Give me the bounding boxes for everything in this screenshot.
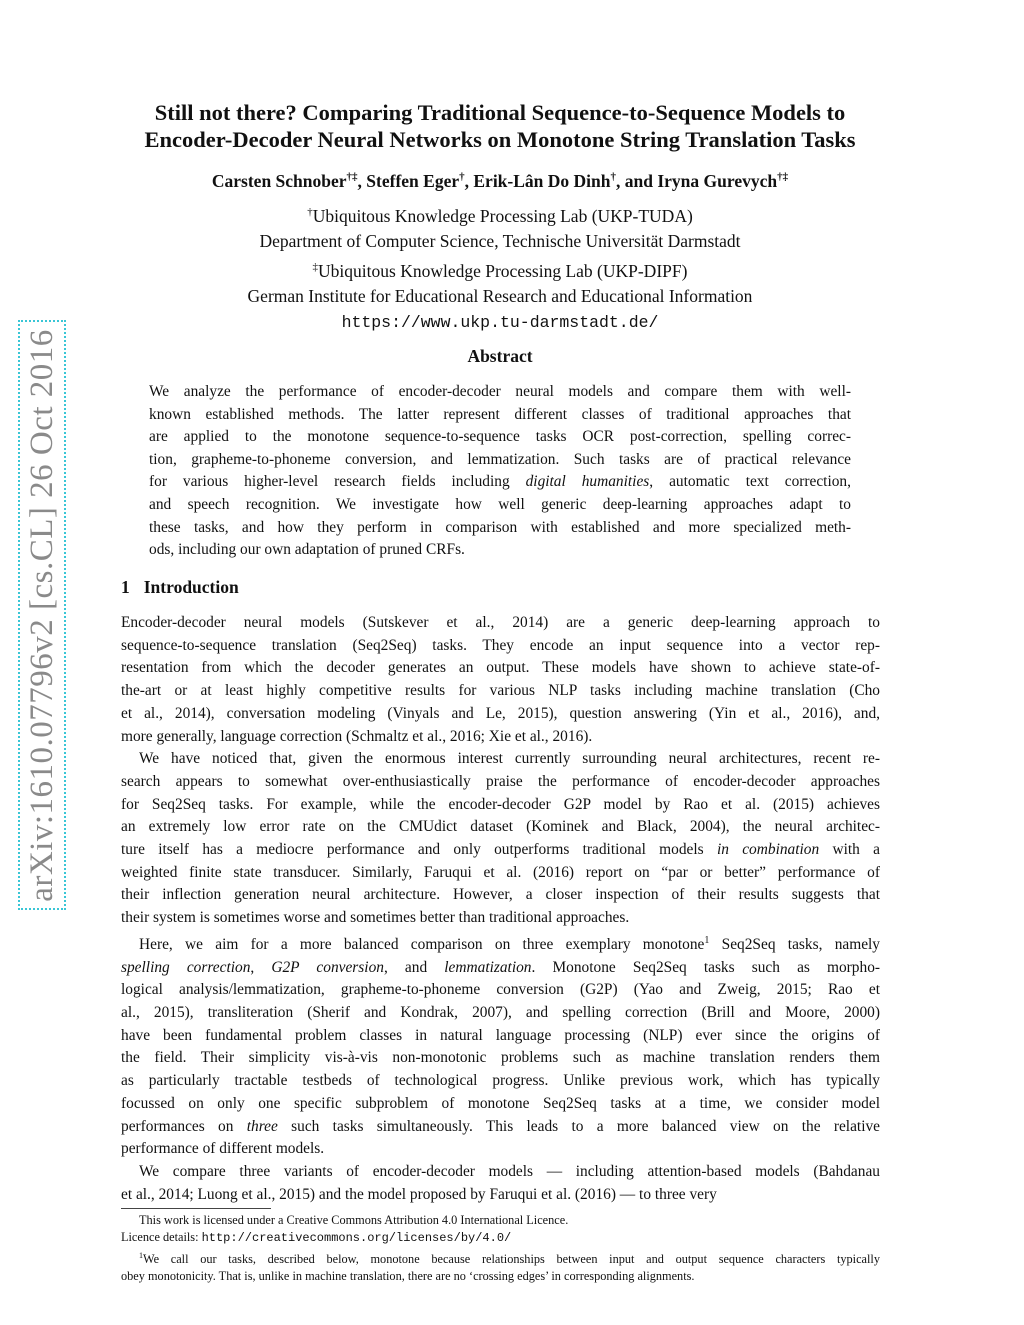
text-segment: ture itself has a mediocre performance and only outperforms traditional models [121, 841, 717, 859]
paragraph-line [121, 957, 880, 980]
paragraph-line [121, 726, 880, 749]
text-segment: We compare three variants of encoder-decoder models — including attention-based models (Bahdanau [139, 1163, 880, 1180]
paragraph-line [121, 635, 880, 658]
paragraph-line [121, 884, 880, 907]
text-segment: Encoder-decoder neural models (Sutskever et al., 2014) are a generic deep-learning approach to [121, 614, 880, 631]
author-marks: †‡ [777, 171, 789, 183]
abstract-line [149, 426, 851, 449]
license-footnote: This work is licensed under a Creative Commons Attribution 4.0 International Licence. [139, 1213, 569, 1227]
paragraph-line [121, 1047, 880, 1070]
text-segment: ods, including our own adaptation of pruned CRFs. [149, 541, 465, 559]
text-segment: sequence-to-sequence translation (Seq2Seq) tasks. They encode an input sequence into a vector rep- [121, 636, 880, 654]
text-segment: weighted finite state transducer. Similarly, Faruqui et al. (2016) report on “par or better” performance of [121, 863, 880, 881]
text-segment: are applied to the monotone sequence-to-sequence tasks OCR post-correction, spelling correc- [149, 428, 851, 446]
paragraph-line [121, 930, 880, 957]
paragraph-line [121, 1138, 880, 1161]
abstract-heading: Abstract [467, 346, 533, 366]
text-segment: and speech recognition. We investigate how well generic deep-learning approaches adapt to [149, 495, 851, 513]
text-segment: their inflection generation neural architecture. However, a closer inspection of their results suggests that [121, 886, 880, 904]
footnotes [121, 1212, 880, 1285]
section-title: Introduction [143, 577, 239, 597]
text-segment: , [250, 958, 272, 976]
author-list [100, 165, 900, 193]
text-segment: known established methods. The latter represent different classes of traditional approaches that [149, 405, 851, 423]
affiliations [100, 200, 900, 335]
footnote-1-line-2: obey monotonicity. That is, unlike in machine translation, there are no ‘crossing edges’ in corresponding alignments. [121, 1269, 695, 1284]
text-segment: resentation from which the decoder generates an output. These models have shown to achieve state-of- [121, 659, 880, 677]
text-segment: tion, grapheme-to-phoneme conversion, and lemmatization. Such tasks are of practical relevance [149, 450, 851, 468]
author-name: Steffen Eger [366, 170, 460, 191]
paragraph-line [121, 1093, 880, 1116]
section-heading [121, 577, 239, 598]
text-segment: with a [819, 841, 880, 859]
affiliation-lab-name: Ubiquitous Knowledge Processing Lab (UKP-DIPF) [318, 260, 688, 281]
text-segment: Seq2Seq tasks, namely [709, 935, 881, 953]
title-line-2: Encoder-Decoder Neural Networks on Monotone String Translation Tasks [144, 127, 856, 152]
footnote-1-line-1 [121, 1247, 880, 1268]
text-segment: Here, we aim for a more balanced comparison on three exemplary monotone [139, 935, 705, 953]
author-marks: † [610, 171, 616, 183]
affiliation-url[interactable]: https://www.ukp.tu-darmstadt.de/ [341, 312, 659, 332]
license-details-label: Licence details: [121, 1230, 202, 1244]
text-segment: focussed on only one specific subproblem of monotone Seq2Seq tasks at a time, we consider model [121, 1094, 880, 1112]
abstract-body [149, 381, 851, 562]
author-name: Carsten Schnober [211, 170, 347, 191]
paper-title [100, 99, 900, 153]
text-segment: as particularly tractable testbeds of technological progress. Unlike previous work, which has typically [121, 1072, 880, 1090]
emphasis-text: spelling correction [121, 958, 251, 976]
section-number: 1 [121, 577, 130, 597]
author-marks: †‡ [346, 171, 358, 183]
abstract-line [149, 517, 851, 540]
emphasis-text: lemmatization [444, 958, 532, 976]
paragraph-line [121, 794, 880, 817]
text-segment: the-art or at least highly competitive results for various NLP tasks including machine translation (Cho [121, 682, 880, 700]
paragraph-line [121, 612, 880, 635]
paragraph-line [121, 1161, 880, 1184]
emphasis-text: G2P conversion [271, 958, 384, 976]
paragraph-line [121, 907, 880, 930]
footnote-1-text: We call our tasks, described below, monotone because relationships between input and output sequence characters typically [143, 1252, 880, 1267]
text-segment: et al., 2014; Luong et al., 2015) and the model proposed by Faruqui et al. (2016) — to three very [121, 1185, 717, 1203]
paragraph-line [121, 1025, 880, 1048]
text-segment: their system is sometimes worse and sometimes better than traditional approaches. [121, 909, 630, 927]
text-segment: al., 2015), transliteration (Sherif and Kondrak, 2007), and spelling correction (Brill and Moore, 2000) [121, 1004, 880, 1022]
text-segment: performances on [121, 1117, 247, 1135]
author-separator: , and [616, 170, 658, 191]
text-segment: more generally, language correction (Schmaltz et al., 2016; Xie et al., 2016). [121, 727, 593, 745]
affiliation-lab-1 [100, 200, 900, 229]
affiliation-lab-name: Ubiquitous Knowledge Processing Lab (UKP-TUDA) [312, 205, 693, 226]
abstract-line [149, 471, 851, 494]
paragraph-line [121, 771, 880, 794]
arxiv-id: arXiv:1610.07796v2 [cs.CL] 26 Oct 2016 [23, 328, 60, 902]
text-segment: We have noticed that, given the enormous interest currently surrounding neural architectures, recent re- [139, 750, 880, 768]
title-line-1: Still not there? Comparing Traditional Sequence-to-Sequence Models to [154, 100, 846, 125]
text-segment: et al., 2014), conversation modeling (Vinyals and Le, 2015), question answering (Yin et al., 2016), and, [121, 704, 880, 722]
footnote-ref[interactable]: 1 [704, 934, 710, 946]
text-segment: search appears to somewhat over-enthusiastically praise the performance of encoder-decoder approaches [121, 772, 880, 790]
text-segment: for various higher-level research fields including [149, 473, 526, 491]
paragraph [121, 748, 880, 930]
text-segment: . Monotone Seq2Seq tasks such as morpho- [531, 958, 881, 976]
paragraph-line [121, 862, 880, 885]
paragraph-line [121, 703, 880, 726]
footnote-divider [121, 1208, 271, 1209]
text-segment: such tasks simultaneously. This leads to a more balanced view on the relative [277, 1117, 880, 1135]
text-segment: logical analysis/lemmatization, grapheme-to-phoneme conversion (G2P) (Yao and Zweig, 2015; Rao et [121, 981, 880, 999]
author-separator: , [464, 170, 474, 191]
text-segment: We analyze the performance of encoder-decoder neural models and compare them with well- [149, 383, 851, 400]
affiliation-mark: † [307, 206, 313, 218]
paragraph-line [121, 839, 880, 862]
text-segment: for Seq2Seq tasks. For example, while the encoder-decoder G2P model by Rao et al. (2015) achieves [121, 795, 880, 813]
emphasis-text: digital humanities [525, 473, 650, 491]
text-segment: an extremely low error rate on the CMUdict dataset (Kominek and Black, 2004), the neural architec- [121, 818, 880, 836]
text-segment: , and [383, 958, 445, 976]
author-name: Erik-Lân Do Dinh [473, 170, 611, 191]
paragraph [121, 612, 880, 748]
author-name: Iryna Gurevych [657, 170, 778, 191]
affiliation-dept-2: German Institute for Educational Research and Educational Information [247, 286, 753, 307]
introduction-body [121, 612, 880, 1206]
text-segment: performance of different models. [121, 1140, 325, 1158]
abstract-line [149, 381, 851, 404]
footnote-1-mark: 1 [139, 1251, 143, 1260]
paragraph-line [121, 748, 880, 771]
affiliation-mark: ‡ [312, 260, 319, 273]
paragraph-line [121, 979, 880, 1002]
paragraph-line [121, 1184, 880, 1207]
abstract-line [149, 539, 851, 562]
abstract-line [149, 494, 851, 517]
license-url[interactable]: http://creativecommons.org/licenses/by/4.0/ [201, 1231, 512, 1245]
paragraph-line [121, 657, 880, 680]
paragraph-line [121, 1116, 880, 1139]
arxiv-stamp [18, 320, 66, 910]
emphasis-text: in combination [716, 841, 820, 859]
paragraph-line [121, 1070, 880, 1093]
paragraph [121, 930, 880, 1161]
abstract-line [149, 404, 851, 427]
emphasis-text: three [246, 1117, 278, 1135]
license-details [121, 1229, 880, 1247]
author-marks: † [459, 171, 465, 183]
text-segment: these tasks, and how they perform in comparison with established and more specialized meth- [149, 518, 851, 536]
affiliation-lab-2 [100, 255, 900, 284]
paragraph-line [121, 680, 880, 703]
paragraph [121, 1161, 880, 1206]
paragraph-line [121, 1002, 880, 1025]
affiliation-dept-1: Department of Computer Science, Technische Universität Darmstadt [259, 231, 741, 252]
text-segment: the field. Their simplicity vis-à-vis non-monotonic problems such as machine translation renders them [121, 1049, 880, 1067]
abstract-line [149, 449, 851, 472]
author-separator: , [357, 170, 367, 191]
text-segment: have been fundamental problem classes in natural language processing (NLP) ever since the origins of [121, 1026, 880, 1044]
paragraph-line [121, 816, 880, 839]
text-segment: , automatic text correction, [649, 473, 851, 491]
